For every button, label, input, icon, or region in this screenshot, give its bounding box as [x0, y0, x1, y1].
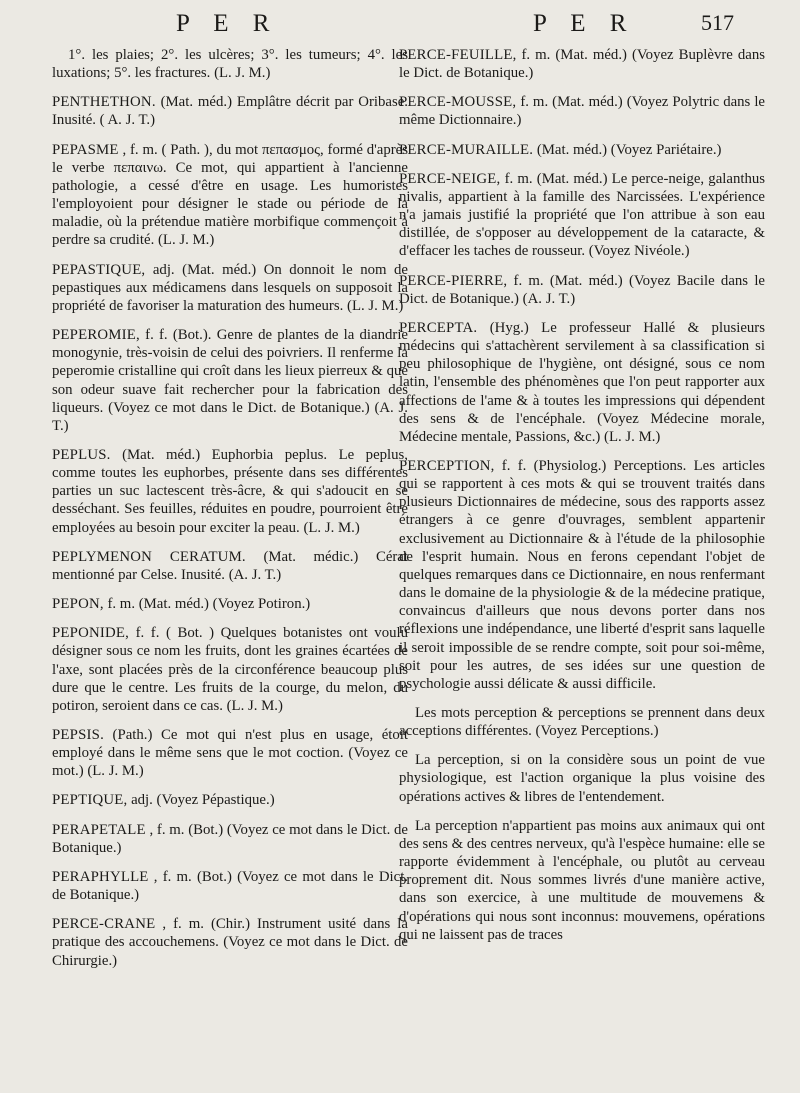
- entry-body: adj. (Voyez Pépastique.): [131, 792, 275, 809]
- entry-paragraph: [399, 46, 765, 82]
- dictionary-entry: [399, 46, 765, 82]
- entry-body: adj. (Mat. méd.) On donnoit le nom de pepastiques aux médicamens dans lesquels on supposoit la propriété de favoriser la maturation des humeurs. (L. J. M.): [52, 261, 408, 314]
- entry-paragraph: [399, 319, 765, 446]
- entry-headword: PERAPETALE: [52, 821, 146, 838]
- dictionary-entry: [399, 170, 765, 261]
- dictionary-entry: [399, 751, 765, 805]
- dictionary-entry: [52, 821, 408, 857]
- entry-paragraph: [399, 704, 765, 740]
- entry-body: f. f. ( Bot. ) Quelques botanistes ont voulu désigner sous ce nom les fruits, dont les graines écartées de l'axe, sont placées près de la circonférence beaucoup plus dure que le centre. Les fruits de la courge, du melon, du potiron, seroient dans ce cas. (L. J. M.): [52, 625, 408, 714]
- entry-paragraph: [52, 595, 408, 613]
- dictionary-entry: [52, 46, 408, 82]
- dictionary-entry: [52, 326, 408, 435]
- entry-headword: PEPTIQUE,: [52, 792, 128, 809]
- page-number: 517: [701, 10, 734, 35]
- entry-paragraph: [52, 326, 408, 435]
- entry-headword: PEPLUS.: [52, 446, 111, 463]
- entry-headword: PERCE-CRANE: [52, 916, 156, 933]
- entry-headword: PERAPHYLLE: [52, 868, 149, 885]
- entry-headword: PERCEPTION,: [399, 457, 495, 474]
- entry-body: (Path.) Ce mot qui n'est plus en usage, étoit employé dans le même sens que le mot coction. (Voyez ce mot.) (L. J. M.): [52, 727, 408, 780]
- entry-body: , f. m. ( Path. ), du mot πεπασμος, formé d'après le verbe πεπαινω. Ce mot, qui appartient à l'ancienne pathologie, a cessé d'être en usage. Les humoristes l'employoient pour désigner le stade ou période de la maladie, où la prétendue matière morbifique commençoit à perdre sa crudité. (L. J. M.): [52, 141, 408, 249]
- entry-body: f. f. (Bot.). Genre de plantes de la diandrie monogynie, très-voisin de celui des poivriers. Il renferme la peperomie cristalline qui croît dans les lieux pierreux & que son odeur suave fait rechercher pour la fabrication des liqueurs. (Voyez ce mot dans le Dict. de Botanique.) (A. J. T.): [52, 327, 408, 434]
- entry-paragraph: [52, 261, 408, 315]
- entry-paragraph: [52, 141, 408, 250]
- entry-headword: PENTHETHON.: [52, 94, 156, 111]
- entry-body: (Mat. méd.) (Voyez Pariétaire.): [536, 141, 722, 158]
- dictionary-entry: [399, 93, 765, 129]
- dictionary-entry: [52, 548, 408, 584]
- entry-paragraph: [52, 46, 408, 82]
- dictionary-entry: [52, 624, 408, 715]
- entry-body: (Mat. médic.) Cérat mentionné par Celse. Inusité. (A. J. T.): [52, 548, 408, 583]
- entry-headword: PEPLYMENON CERATUM.: [52, 548, 246, 565]
- entry-paragraph: [399, 170, 765, 261]
- right-column: [399, 46, 765, 955]
- entry-headword: PERCE-MURAILLE.: [399, 141, 534, 158]
- entry-paragraph: [52, 446, 408, 537]
- entry-paragraph: [52, 821, 408, 857]
- dictionary-entry: [399, 704, 765, 740]
- entry-paragraph: [399, 751, 765, 805]
- entry-headword: PEPSIS.: [52, 727, 104, 743]
- entry-paragraph: [399, 272, 765, 308]
- entry-body: , f. m. (Bot.) (Voyez ce mot dans le Dict. de Botanique.): [52, 821, 408, 856]
- dictionary-entry: [52, 261, 408, 315]
- dictionary-entry: [52, 595, 408, 613]
- entry-headword: PEPONIDE,: [52, 625, 130, 642]
- entry-paragraph: [399, 457, 765, 693]
- entry-body: f. m. (Mat. méd.) (Voyez Polytric dans le même Dictionnaire.): [399, 94, 765, 129]
- entry-paragraph: [399, 817, 765, 944]
- dictionary-entry: [399, 141, 765, 159]
- entry-paragraph: [399, 141, 765, 159]
- dictionary-entry: [52, 915, 408, 969]
- entry-paragraph: [52, 624, 408, 715]
- entry-body: (Hyg.) Le professeur Hallé & plusieurs médecins qui s'attachèrent servilement à sa classification si peu philosophique de l'hygiène, ont désigné, sous ce nom latin, l'ensemble des phénomènes que l'on peut rapporter aux affections de l'ame & à toutes les impressions qui dépendent des sens & de l'encéphale. (Voyez Médecine morale, Médecine mentale, Passions, &c.) (L. J. M.): [399, 319, 765, 445]
- entry-body: La perception, si on la considère sous un point de vue physiologique, est l'action organique la plus voisine des opérations actives & libres de l'entendement.: [399, 752, 765, 805]
- dictionary-entry: [52, 726, 408, 780]
- entry-headword: PEPASME: [52, 141, 119, 158]
- entry-headword: PERCE-FEUILLE,: [399, 47, 517, 63]
- entry-body: (Mat. méd.) Euphorbia peplus. Le peplus, comme toutes les euphorbes, présente dans ses différentes parties un suc lactescent très-âcre, & qui s'adoucit en se desséchant. Ses feuilles, réduites en poudre, pourroient être employées au besoin pour exciter la peau. (L. J. M.): [52, 446, 409, 536]
- entry-body: 1°. les plaies; 2°. les ulcères; 3°. les tumeurs; 4°. les luxations; 5°. les fractures. (L. J. M.): [52, 47, 408, 82]
- entry-paragraph: [52, 791, 408, 809]
- dictionary-entry: [52, 868, 408, 904]
- entry-headword: PERCEPTA.: [399, 319, 478, 336]
- dictionary-entry: [399, 272, 765, 308]
- dictionary-entry: [399, 457, 765, 693]
- entry-body: (Mat. méd.) Emplâtre décrit par Oribase. Inusité. ( A. J. T.): [52, 94, 408, 129]
- entry-paragraph: [52, 93, 408, 129]
- entry-headword: PERCE-PIERRE,: [399, 272, 508, 289]
- dictionary-entry: [52, 791, 408, 809]
- dictionary-entry: [52, 446, 408, 537]
- running-head-left: P E R: [176, 10, 279, 37]
- entry-body: f. m. (Mat. méd.) (Voyez Buplèvre dans le Dict. de Botanique.): [399, 47, 766, 82]
- dictionary-entry: [52, 141, 408, 250]
- entry-body: f. m. (Mat. méd.) (Voyez Potiron.): [107, 596, 311, 613]
- running-head-right: P E R: [533, 10, 636, 37]
- entry-body: f. m. (Mat. méd.) Le perce-neige, galanthus nivalis, appartient à la famille des Narcissées. L'expérience n'a jamais justifié la propriété que l'on attribue à son eau distillée, de s'opposer au développement de la cataracte, & d'effacer les taches de rousseur. (Voyez Nivéole.): [399, 170, 766, 260]
- entry-body: , f. m. (Chir.) Instrument usité dans la pratique des accouchemens. (Voyez ce mot dans le Dict. de Chirurgie.): [52, 916, 408, 969]
- dictionary-entry: [52, 93, 408, 129]
- entry-paragraph: [399, 93, 765, 129]
- left-column: [52, 46, 408, 981]
- entry-headword: PEPEROMIE,: [52, 327, 140, 344]
- dictionary-entry: [399, 817, 765, 944]
- entry-headword: PERCE-NEIGE,: [399, 170, 501, 187]
- dictionary-entry: [399, 319, 765, 446]
- entry-headword: PEPASTIQUE,: [52, 261, 146, 278]
- entry-paragraph: [52, 868, 408, 904]
- entry-body: f. m. (Mat. méd.) (Voyez Bacile dans le Dict. de Botanique.) (A. J. T.): [399, 272, 765, 307]
- entry-body: f. f. (Physiolog.) Perceptions. Les articles qui se rapportent à ces mots & qui se trouvent traités dans plusieurs Dictionnaires de médecine, sous des rapports assez étrangers à ce genre d'ouvrages, semblent appartenir exclusivement au Dictionnaire & à l'étude de la philosophie de l'esprit humain. Nous en ferons cependant l'objet de quelques remarques dans ce Dictionnaire, en nous renfermant dans le domaine de la physiologie & de la médecine pratique, convaincus d'ailleurs que nous devons porter dans nos réflexions une indépendance, une liberté d'esprit sans laquelle il seroit impossible de se rendre compte, soit pour soi-même, soit pour les autres, de ses idées sur une question de psychologie aussi délicate & aussi difficile.: [399, 457, 766, 692]
- entry-body: Les mots perception & perceptions se prennent dans deux acceptions différentes. (Voyez Perceptions.): [399, 705, 765, 740]
- entry-headword: PEPON,: [52, 596, 104, 613]
- entry-body: La perception n'appartient pas moins aux animaux qui ont des sens & des centres nerveux, qu'à l'espèce humaine: elle se rapporte évidemment à l'encéphale, ou plutôt au cerveau proprement dit. Nous sommes livrés d'une manière active, dans son exercice, à une multitude de mouvemens & d'opérations qui nous sont inconnus: mouvemens, opérations qui ne laissent pas de traces: [399, 817, 765, 943]
- entry-body: , f. m. (Bot.) (Voyez ce mot dans le Dict. de Botanique.): [52, 868, 409, 904]
- entry-paragraph: [52, 915, 408, 969]
- entry-paragraph: [52, 726, 408, 780]
- entry-headword: PERCE-MOUSSE,: [399, 94, 517, 111]
- entry-paragraph: [52, 548, 408, 584]
